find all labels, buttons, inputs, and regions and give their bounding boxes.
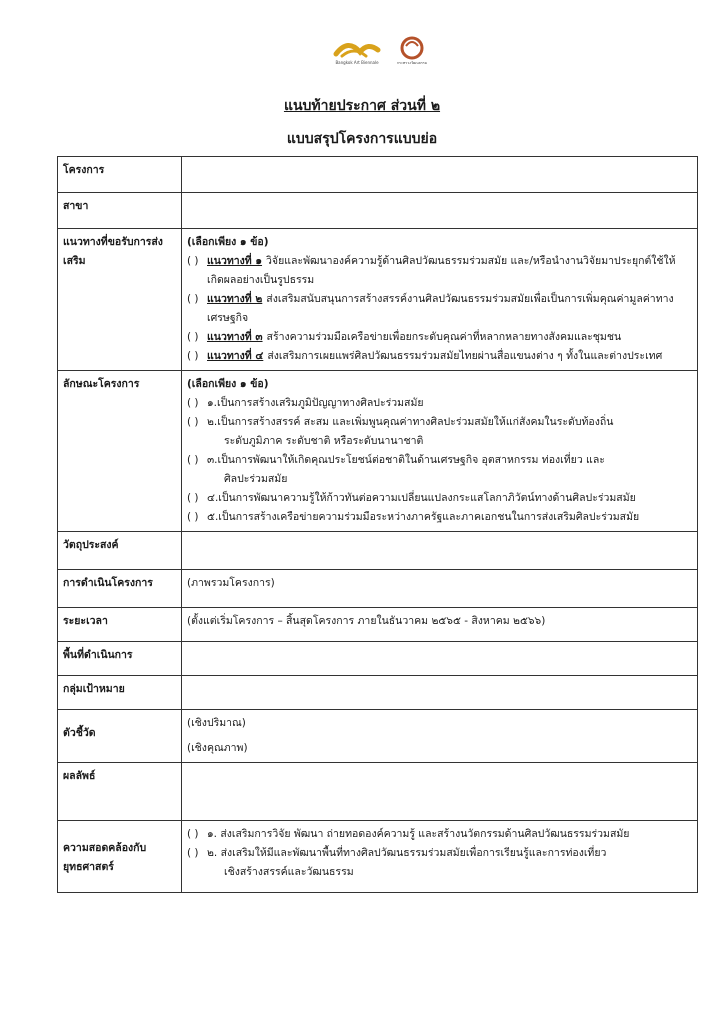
label-operation: การดำเนินโครงการ xyxy=(58,570,182,608)
checkbox[interactable]: ( ) xyxy=(187,331,199,343)
approach-text: วิจัยและพัฒนาองค์ความรู้ด้านศิลปวัฒนธรรมร่วมสมัย และ/หรือนำงานวิจัยมาประยุกต์ใช้ให้เกิดผลอย่างเป็นรูปธรรม xyxy=(207,255,676,286)
row-result xyxy=(58,763,698,821)
strategy-option-1[interactable] xyxy=(187,825,692,844)
checkbox[interactable]: ( ) xyxy=(187,454,199,466)
indicator-quant: (เชิงปริมาณ) xyxy=(187,717,246,729)
value-project[interactable] xyxy=(182,157,698,193)
approach-tag: แนวทางที่ ๒ xyxy=(207,293,263,305)
strategy-text: ๒. ส่งเสริมให้มีและพัฒนาพื้นที่ทางศิลปวัฒนธรรมร่วมสมัยเพื่อการเรียนรู้และการท่องเที่ยว xyxy=(207,847,607,859)
nature-option-3-cont: ศิลปะร่วมสมัย xyxy=(224,473,288,485)
row-area xyxy=(58,642,698,676)
project-summary-table xyxy=(57,156,698,893)
value-objective[interactable] xyxy=(182,532,698,570)
approach-tag: แนวทางที่ ๔ xyxy=(207,350,264,362)
approach-text: ส่งเสริมการเผยแพร่ศิลปวัฒนธรรมร่วมสมัยไทยผ่านสื่อแขนงต่าง ๆ ทั้งในและต่างประเทศ xyxy=(267,350,663,362)
row-indicator xyxy=(58,710,698,763)
nature-option-4[interactable] xyxy=(187,489,692,508)
approach-tag: แนวทางที่ ๓ xyxy=(207,331,263,343)
nature-option-1[interactable] xyxy=(187,394,692,413)
row-period xyxy=(58,608,698,642)
approach-option-3[interactable] xyxy=(187,328,692,347)
row-project xyxy=(58,157,698,193)
value-result[interactable] xyxy=(182,763,698,821)
label-result: ผลลัพธ์ xyxy=(58,763,182,821)
art-biennale-logo-text: Bangkok Art Biennale xyxy=(335,60,379,65)
checkbox[interactable]: ( ) xyxy=(187,511,199,523)
checkbox[interactable]: ( ) xyxy=(187,350,199,362)
logos xyxy=(330,34,440,82)
value-target[interactable] xyxy=(182,676,698,710)
checkbox[interactable]: ( ) xyxy=(187,847,199,859)
annex-title: แนบท้ายประกาศ ส่วนที่ ๒ xyxy=(283,98,441,114)
ministry-logo-text: กระทรวงวัฒนธรรม xyxy=(396,61,428,65)
value-nature xyxy=(182,371,698,532)
approach-option-4[interactable] xyxy=(187,347,692,366)
label-period: ระยะเวลา xyxy=(58,608,182,642)
checkbox[interactable]: ( ) xyxy=(187,397,199,409)
header-logos-graphic xyxy=(330,34,440,82)
value-indicator[interactable] xyxy=(182,710,698,763)
indicator-qual: (เชิงคุณภาพ) xyxy=(187,742,248,754)
label-project: โครงการ xyxy=(58,157,182,193)
label-indicator: ตัวชี้วัด xyxy=(58,710,182,763)
approach-tag: แนวทางที่ ๑ xyxy=(207,255,263,267)
checkbox[interactable]: ( ) xyxy=(187,255,199,267)
value-approach xyxy=(182,229,698,371)
row-branch xyxy=(58,193,698,229)
value-operation[interactable]: (ภาพรวมโครงการ) xyxy=(182,570,698,608)
strategy-option-2-cont: เชิงสร้างสรรค์และวัฒนธรรม xyxy=(224,866,354,878)
row-strategy xyxy=(58,821,698,893)
art-biennale-logo xyxy=(335,45,379,65)
strategy-option-2[interactable] xyxy=(187,844,692,863)
label-branch: สาขา xyxy=(58,193,182,229)
nature-option-3[interactable] xyxy=(187,451,692,470)
nature-text: ๕.เป็นการสร้างเครือข่ายความร่วมมือระหว่างภาครัฐและภาคเอกชนในการส่งเสริมศิลปะร่วมสมัย xyxy=(207,511,640,523)
approach-text: สร้างความร่วมมือเครือข่ายเพื่อยกระดับคุณค่าที่หลากหลายทางสังคมและชุมชน xyxy=(266,331,622,343)
row-operation xyxy=(58,570,698,608)
nature-option-2-cont: ระดับภูมิภาค ระดับชาติ หรือระดับนานาชาติ xyxy=(224,435,424,447)
approach-text: ส่งเสริมสนับสนุนการสร้างสรรค์งานศิลปวัฒนธรรมร่วมสมัยเพื่อเป็นการเพิ่มคุณค่ามูลค่าทางเศรษฐกิจ xyxy=(207,293,674,324)
nature-option-2[interactable] xyxy=(187,413,692,432)
checkbox[interactable]: ( ) xyxy=(187,293,199,305)
nature-option-5[interactable] xyxy=(187,508,692,527)
value-branch[interactable] xyxy=(182,193,698,229)
approach-option-2[interactable] xyxy=(187,290,692,328)
label-target: กลุ่มเป้าหมาย xyxy=(58,676,182,710)
row-target xyxy=(58,676,698,710)
nature-text: ๑.เป็นการสร้างเสริมภูมิปัญญาทางศิลปะร่วมสมัย xyxy=(207,397,424,409)
approach-select-note: (เลือกเพียง ๑ ข้อ) xyxy=(187,236,269,248)
row-nature xyxy=(58,371,698,532)
value-period[interactable]: (ตั้งแต่เริ่มโครงการ – สิ้นสุดโครงการ ภายในธันวาคม ๒๕๖๕ - สิงหาคม ๒๕๖๖) xyxy=(182,608,698,642)
strategy-text: ๑. ส่งเสริมการวิจัย พัฒนา ถ่ายทอดองค์ความรู้ และสร้างนวัตกรรมด้านศิลปวัฒนธรรมร่วมสมัย xyxy=(207,828,630,840)
row-objective xyxy=(58,532,698,570)
nature-text: ๒.เป็นการสร้างสรรค์ สะสม และเพิ่มพูนคุณค่าทางศิลปะร่วมสมัยให้แก่สังคมในระดับท้องถิ่น xyxy=(207,416,614,428)
checkbox[interactable]: ( ) xyxy=(187,492,199,504)
ministry-logo xyxy=(397,38,428,65)
label-approach: แนวทางที่ขอรับการส่งเสริม xyxy=(58,229,182,371)
value-area[interactable] xyxy=(182,642,698,676)
label-area: พื้นที่ดำเนินการ xyxy=(58,642,182,676)
form-title: แบบสรุปโครงการแบบย่อ xyxy=(286,131,438,147)
nature-text: ๔.เป็นการพัฒนาความรู้ให้ก้าวทันต่อความเปลี่ยนแปลงกระแสโลกาภิวัตน์ทางด้านศิลปะร่วมสมัย xyxy=(207,492,636,504)
approach-option-1[interactable] xyxy=(187,252,692,290)
label-nature: ลักษณะโครงการ xyxy=(58,371,182,532)
label-strategy: ความสอดคล้องกับยุทธศาสตร์ xyxy=(58,821,182,893)
checkbox[interactable]: ( ) xyxy=(187,828,199,840)
row-approach xyxy=(58,229,698,371)
value-strategy xyxy=(182,821,698,893)
nature-select-note: (เลือกเพียง ๑ ข้อ) xyxy=(187,378,269,390)
label-objective: วัตถุประสงค์ xyxy=(58,532,182,570)
checkbox[interactable]: ( ) xyxy=(187,416,199,428)
nature-text: ๓.เป็นการพัฒนาให้เกิดคุณประโยชน์ต่อชาติในด้านเศรษฐกิจ อุตสาหกรรม ท่องเที่ยว และ xyxy=(207,454,605,466)
